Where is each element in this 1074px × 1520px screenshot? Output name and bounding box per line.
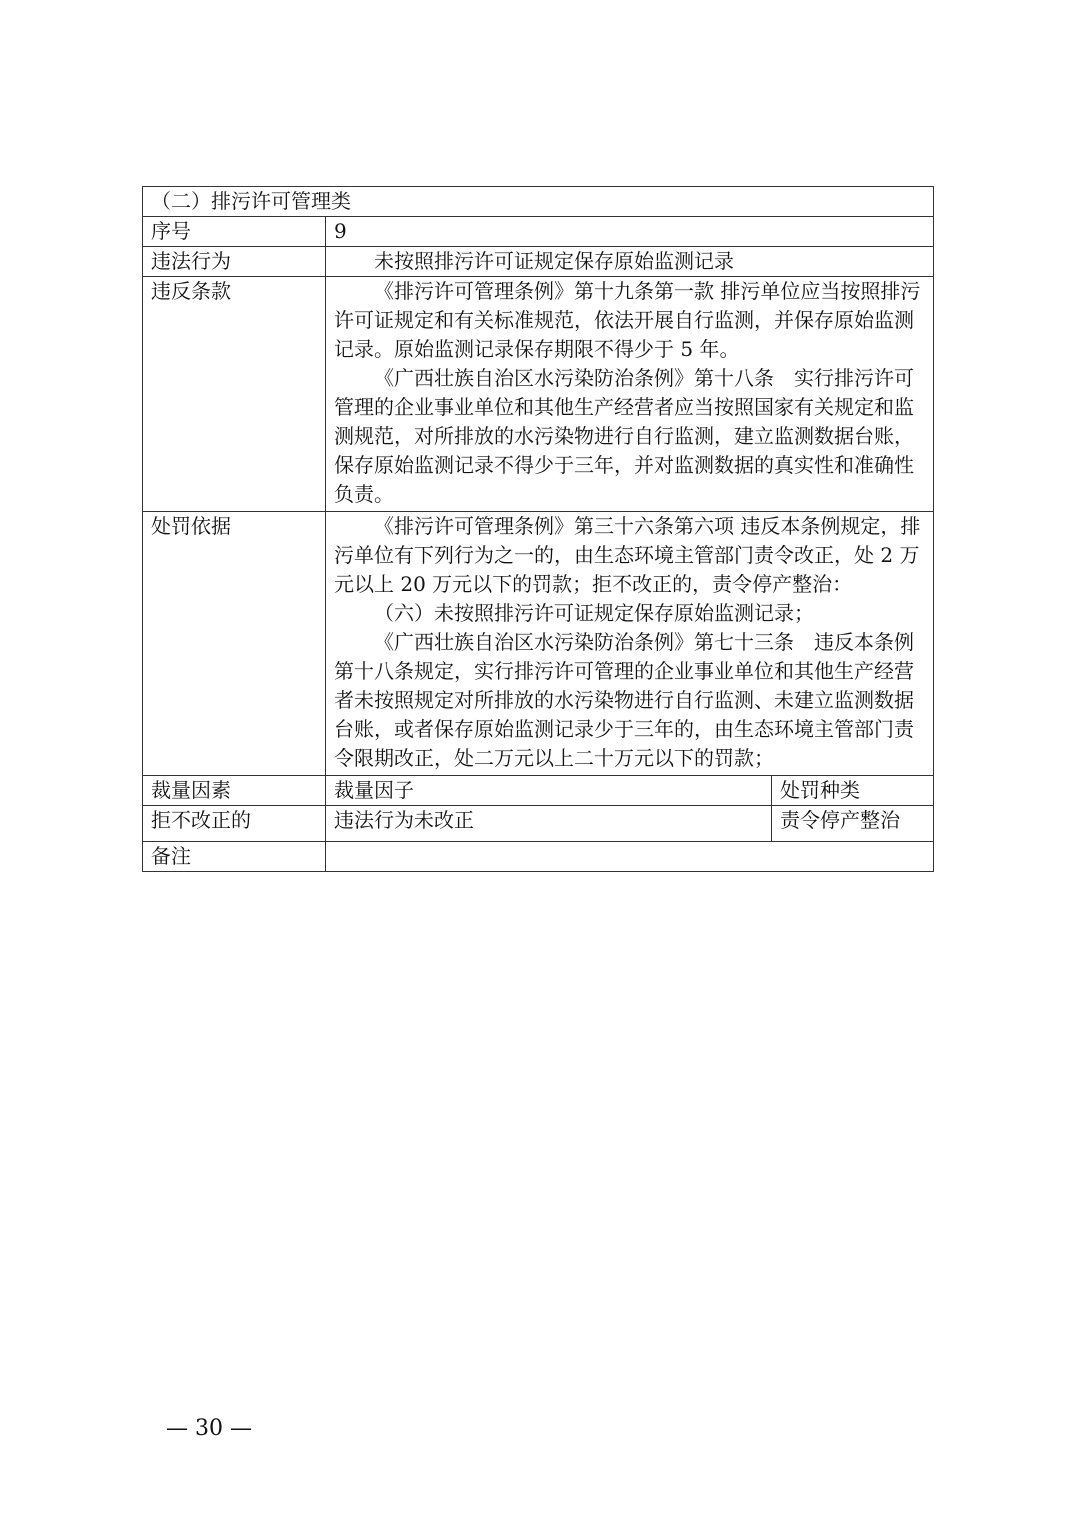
table-row [143,806,934,842]
section-title-row [143,187,934,217]
discretion-factor: 拒不改正的 [143,806,326,842]
violation-value: 未按照排污许可证规定保存原始监测记录 [374,249,734,273]
remarks-value [326,842,934,872]
penalty-basis-cell [326,512,934,776]
provision-paragraph: 《排污许可管理条例》第十九条第一款 排污单位应当按照排污许可证规定和有关标准规范，依法开展自行监测，并保存原始监测记录。原始监测记录保存期限不得少于 5 年。 [334,279,921,361]
serial-row [143,217,934,247]
penalty-discretion-table [142,186,934,872]
discretion-element: 违法行为未改正 [326,806,772,842]
basis-paragraph: 《广西壮族自治区水污染防治条例》第七十三条 违反本条例第十八条规定，实行排污许可管理的企业事业单位和其他生产经营者未按照规定对所排放的水污染物进行自行监测、未建立监测数据台账，或者保存原始监测记录少于三年的，由生态环境主管部门责令限期改正，处二万元以上二十万元以下的罚款； [334,630,914,770]
violated-provisions-cell [326,277,934,512]
penalty-type-header: 处罚种类 [772,776,934,806]
penalty-type: 责令停产整治 [772,806,934,842]
basis-paragraph: 《排污许可管理条例》第三十六条第六项 违反本条例规定，排污单位有下列行为之一的，由生态环境主管部门责令改正，处 2 万元以上 20 万元以下的罚款；拒不改正的，责令停产整治： [334,514,921,596]
violation-label: 违法行为 [143,247,326,277]
violated-provisions-row [143,277,934,512]
discretion-header-row [143,776,934,806]
violated-provisions-label: 违反条款 [143,277,326,512]
page-number: — 30 — [166,1416,252,1441]
discretion-factor-header: 裁量因素 [143,776,326,806]
violation-row [143,247,934,277]
discretion-element-header: 裁量因子 [326,776,772,806]
remarks-label: 备注 [143,842,326,872]
provision-paragraph: 《广西壮族自治区水污染防治条例》第十八条 实行排污许可管理的企业事业单位和其他生产经营者应当按照国家有关规定和监测规范，对所排放的水污染物进行自行监测，建立监测数据台账，保存原始监测记录不得少于三年，并对监测数据的真实性和准确性负责。 [334,366,914,506]
basis-paragraph: （六）未按照排污许可证规定保存原始监测记录； [374,601,814,625]
serial-label: 序号 [143,217,326,247]
section-title: （二）排污许可管理类 [143,187,934,217]
serial-value: 9 [326,217,934,247]
penalty-basis-row [143,512,934,776]
remarks-row [143,842,934,872]
penalty-basis-label: 处罚依据 [143,512,326,776]
violation-value-cell [326,247,934,277]
